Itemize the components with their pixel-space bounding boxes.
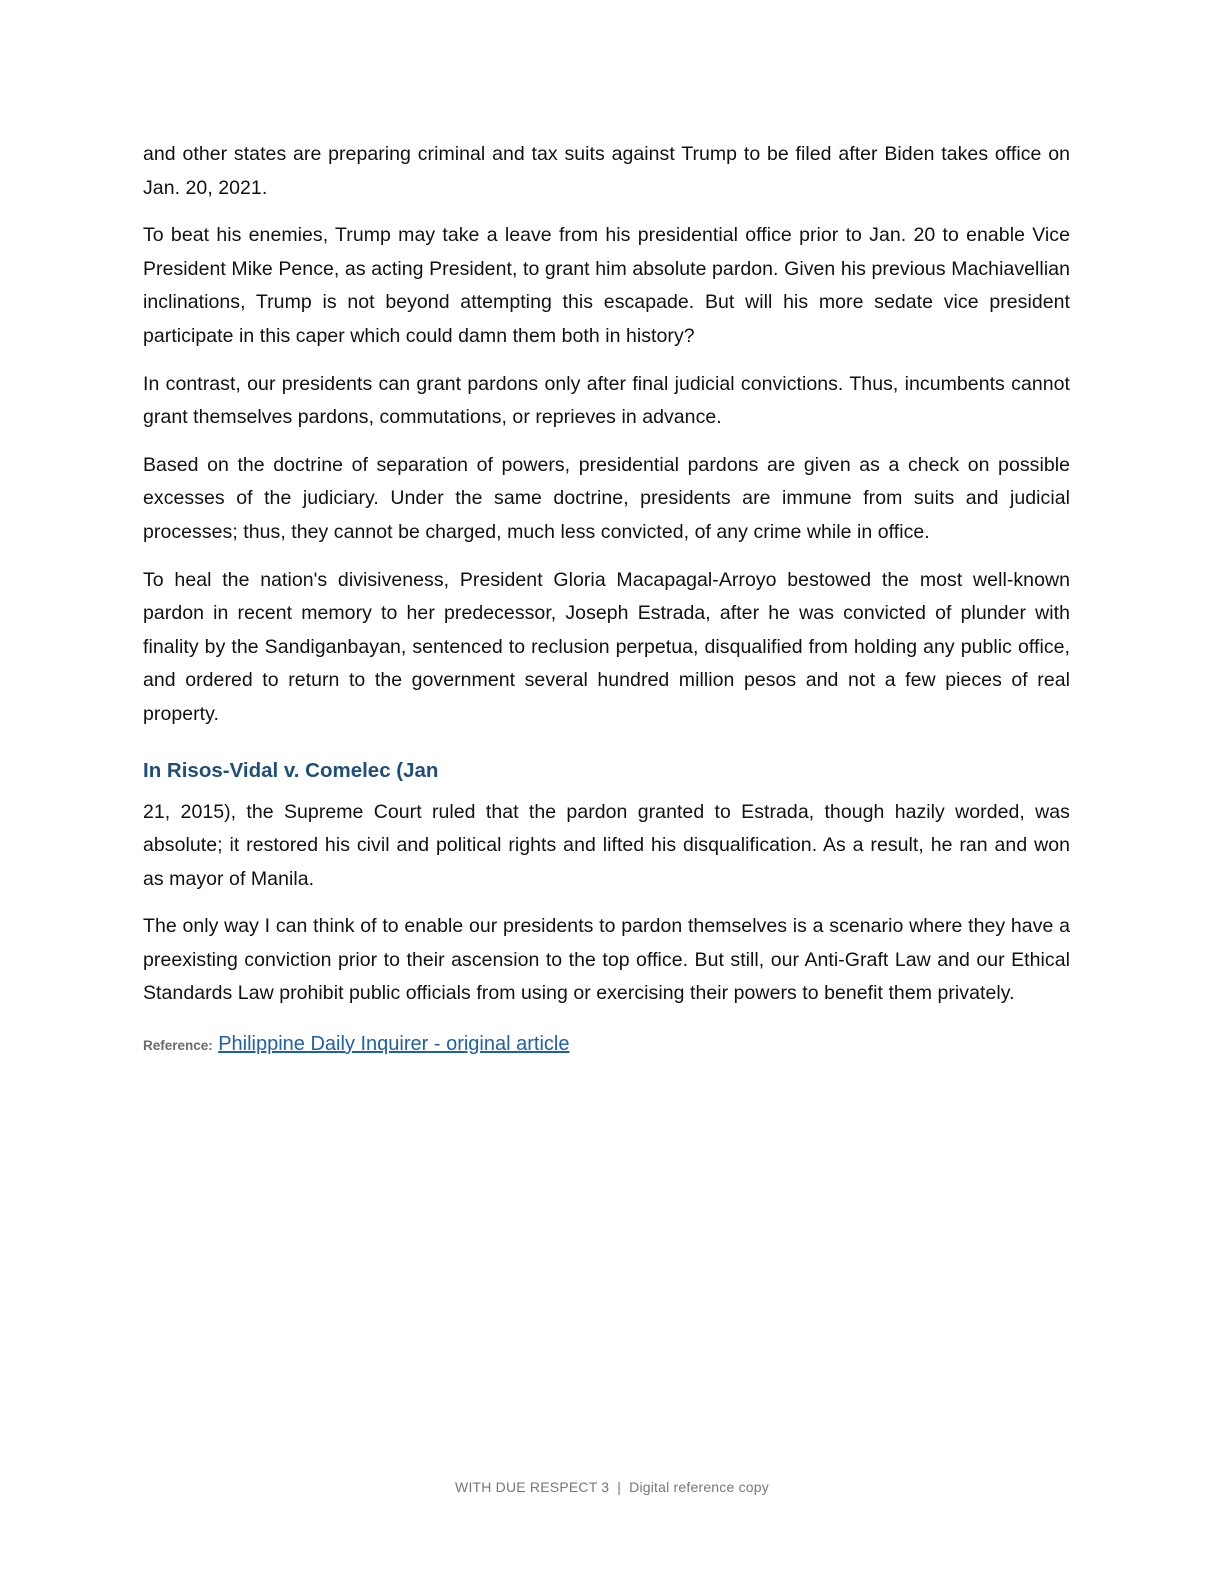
page-footer bbox=[0, 1479, 1224, 1495]
footer-title: WITH DUE RESPECT 3 bbox=[455, 1479, 610, 1495]
section-heading: In Risos-Vidal v. Comelec (Jan bbox=[143, 758, 439, 782]
paragraph-6: 21, 2015), the Supreme Court ruled that the pardon granted to Estrada, though hazily worded, was absolute; it restored his civil and political rights and lifted his disqualification. As a result, he ran and won as mayor of Manila. bbox=[143, 800, 1070, 890]
reference-link[interactable]: Philippine Daily Inquirer - original article bbox=[218, 1033, 570, 1056]
footer-separator: | bbox=[617, 1479, 622, 1495]
paragraph-4: Based on the doctrine of separation of powers, presidential pardons are given as a check on possible excesses of the judiciary. Under the same doctrine, presidents are immune from suits and judicial processes; thus, they cannot be charged, much less convicted, of any crime while in office. bbox=[143, 453, 1070, 543]
paragraph-5: To heal the nation's divisiveness, President Gloria Macapagal-Arroyo bestowed the most well-known pardon in recent memory to her predecessor, Joseph Estrada, after he was convicted of plunder with finality by the Sandiganbayan, sentenced to reclusion perpetua, disqualified from holding any public office, and ordered to return to the government several hundred million pesos and not a few pieces of real property. bbox=[143, 568, 1070, 725]
document-body bbox=[143, 138, 1070, 1061]
paragraph-1: and other states are preparing criminal and tax suits against Trump to be filed after Biden takes office on Jan. 20, 2021. bbox=[143, 143, 1070, 199]
paragraph-7: The only way I can think of to enable our presidents to pardon themselves is a scenario where they have a preexisting conviction prior to their ascension to the top office. But still, our Anti-Graft Law and our Ethical Standards Law prohibit public officials from using or exercising their powers to benefit them privately. bbox=[143, 915, 1070, 1005]
paragraph-3: In contrast, our presidents can grant pardons only after final judicial convictions. Thus, incumbents cannot grant themselves pardons, commutations, or reprieves in advance. bbox=[143, 372, 1070, 429]
reference-line bbox=[143, 1029, 1070, 1061]
footer-subtitle: Digital reference copy bbox=[629, 1479, 769, 1495]
reference-label: Reference: bbox=[143, 1038, 213, 1054]
paragraph-2: To beat his enemies, Trump may take a leave from his presidential office prior to Jan. 20 to enable Vice President Mike Pence, as acting President, to grant him absolute pardon. Given his previous Machiavellian inclinations, Trump is not beyond attempting this escapade. But will his more sedate vice president participate in this caper which could damn them both in history? bbox=[143, 224, 1070, 347]
